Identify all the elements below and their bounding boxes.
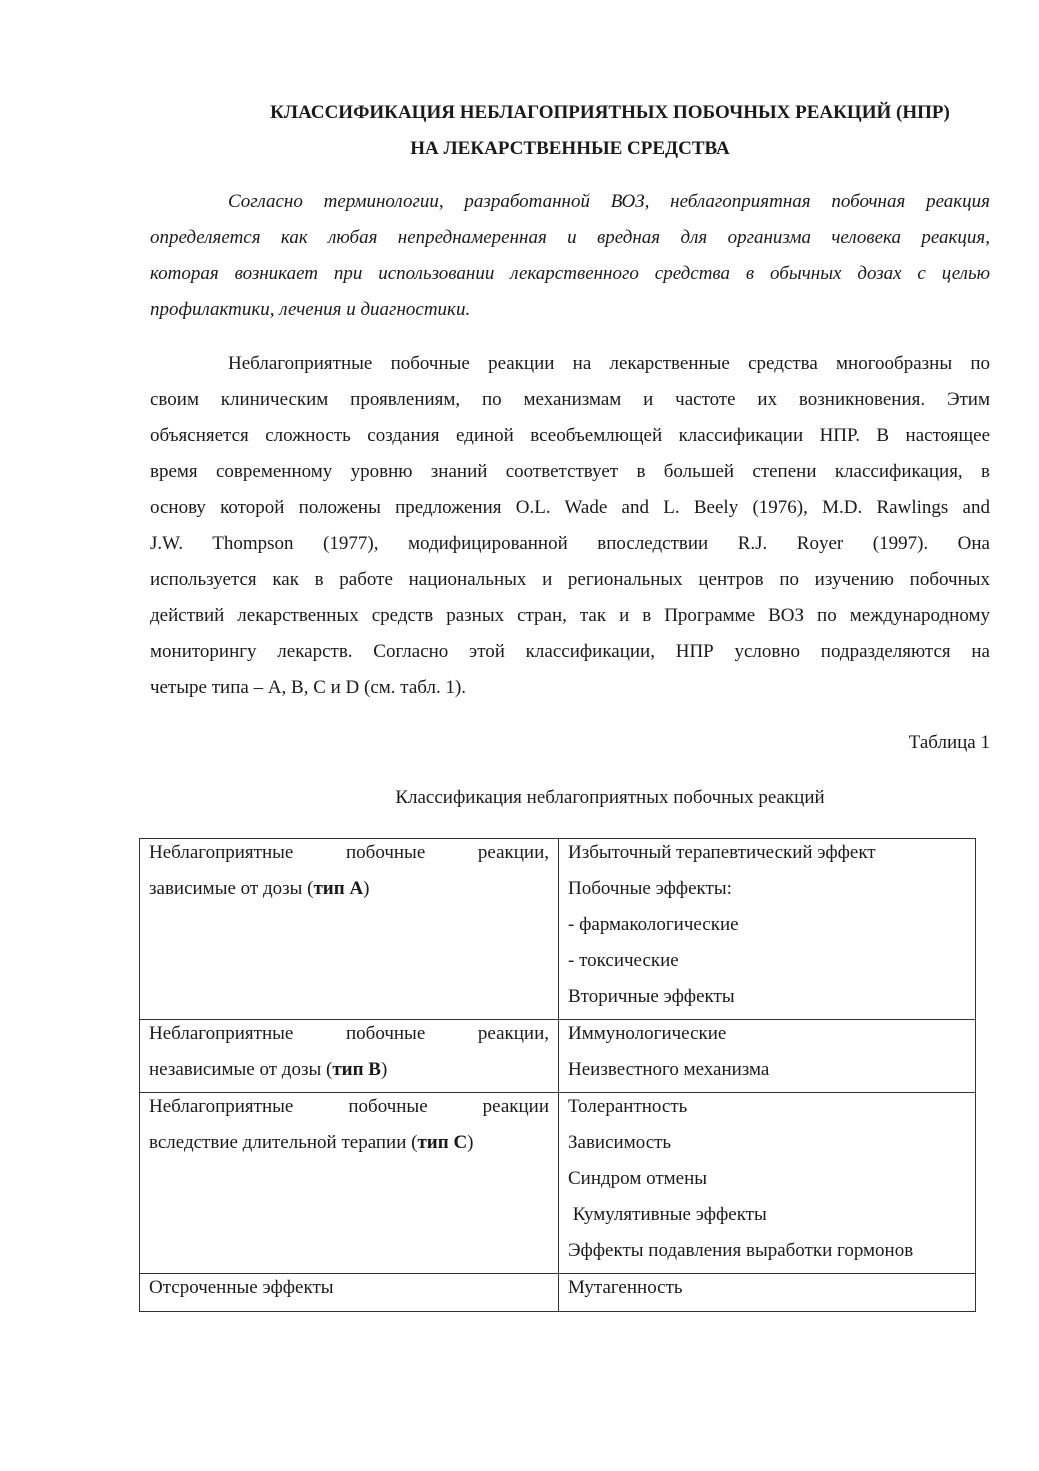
effect-item: Мутагенность — [568, 1277, 683, 1298]
reaction-type-line: Неблагоприятные побочные реакции, — [149, 842, 549, 863]
main-line: основу которой положены предложения O.L. Wade and L. Beely (1976), M.D. Rawlings and — [150, 497, 990, 518]
effect-item: Вторичные эффекты — [568, 986, 735, 1007]
reaction-type-cell — [140, 1274, 559, 1312]
reaction-type-text: вследствие длительной терапии ( — [149, 1132, 418, 1153]
main-paragraph — [150, 346, 990, 706]
main-line: своим клиническим проявлениям, по механизмам и частоте их возникновения. Этим — [150, 389, 990, 410]
reaction-type-line: Неблагоприятные побочные реакции — [149, 1096, 549, 1117]
classification-table — [139, 838, 976, 1312]
effects-cell — [559, 1274, 976, 1312]
reaction-type-line — [149, 1056, 549, 1092]
reaction-type-line: Отсроченные эффекты — [149, 1277, 334, 1298]
effect-item: - фармакологические — [568, 914, 739, 935]
table-row — [140, 1093, 976, 1274]
reaction-type-text: ) — [363, 878, 370, 899]
reaction-type-line — [149, 875, 549, 911]
effects-cell — [559, 1020, 976, 1093]
intro-line: определяется как любая непреднамеренная и вредная для организма человека реакция, — [150, 227, 990, 248]
reaction-type-code: тип С — [417, 1132, 468, 1153]
effect-item: Толерантность — [568, 1096, 688, 1117]
table-row — [140, 839, 976, 1020]
document-title-line-2: НА ЛЕКАРСТВЕННЫЕ СРЕДСТВА — [410, 138, 730, 159]
reaction-type-code: тип А — [313, 878, 364, 899]
intro-line: которая возникает при использовании лекарственного средства в обычных дозах с целью — [150, 263, 990, 284]
effect-item: Побочные эффекты: — [568, 878, 732, 899]
main-line: действий лекарственных средств разных стран, так и в Программе ВОЗ по международному — [150, 605, 990, 626]
main-line: Неблагоприятные побочные реакции на лекарственные средства многообразны по — [228, 353, 990, 374]
intro-paragraph — [150, 184, 990, 328]
intro-line: профилактики, лечения и диагностики. — [150, 299, 471, 320]
reaction-type-text: независимые от дозы ( — [149, 1059, 333, 1080]
reaction-type-code: тип В — [332, 1059, 381, 1080]
effect-item: Зависимость — [568, 1132, 672, 1153]
effect-item: Кумулятивные эффекты — [568, 1204, 767, 1225]
table-caption: Классификация неблагоприятных побочных реакций — [395, 787, 825, 808]
main-line: используется как в работе национальных и региональных центров по изучению побочных — [150, 569, 990, 590]
effect-item: Синдром отмены — [568, 1168, 708, 1189]
reaction-type-line: Неблагоприятные побочные реакции, — [149, 1023, 549, 1044]
table-row — [140, 1274, 976, 1312]
table-row — [140, 1020, 976, 1093]
effects-cell — [559, 839, 976, 1020]
effects-cell — [559, 1093, 976, 1274]
reaction-type-cell — [140, 1093, 559, 1274]
effect-item: Эффекты подавления выработки гормонов — [568, 1240, 914, 1261]
effect-item: Иммунологические — [568, 1023, 727, 1044]
main-line: объясняется сложность создания единой всеобъемлющей классификации НПР. В настоящее — [150, 425, 990, 446]
reaction-type-text: ) — [467, 1132, 474, 1153]
effect-item: - токсические — [568, 950, 679, 971]
reaction-type-cell — [140, 1020, 559, 1093]
main-line: J.W. Thompson (1977), модифицированной впоследствии R.J. Royer (1997). Она — [150, 533, 990, 554]
main-line: четыре типа – A, B, C и D (см. табл. 1). — [150, 677, 467, 698]
reaction-type-text: ) — [380, 1059, 388, 1080]
reaction-type-cell — [140, 839, 559, 1020]
reaction-type-text: зависимые от дозы ( — [149, 878, 314, 899]
main-line: время современному уровню знаний соответствует в большей степени классификация, в — [150, 461, 990, 482]
document-title-line-1: КЛАССИФИКАЦИЯ НЕБЛАГОПРИЯТНЫХ ПОБОЧНЫХ РЕАКЦИЙ (НПР) — [270, 102, 950, 123]
effect-item: Избыточный терапевтический эффект — [568, 842, 876, 863]
table-number: Таблица 1 — [908, 732, 990, 753]
main-line: мониторингу лекарств. Согласно этой классификации, НПР условно подразделяются на — [150, 641, 990, 662]
effect-item: Неизвестного механизма — [568, 1059, 770, 1080]
intro-line: Согласно терминологии, разработанной ВОЗ, неблагоприятная побочная реакция — [228, 191, 990, 212]
reaction-type-line — [149, 1129, 549, 1165]
